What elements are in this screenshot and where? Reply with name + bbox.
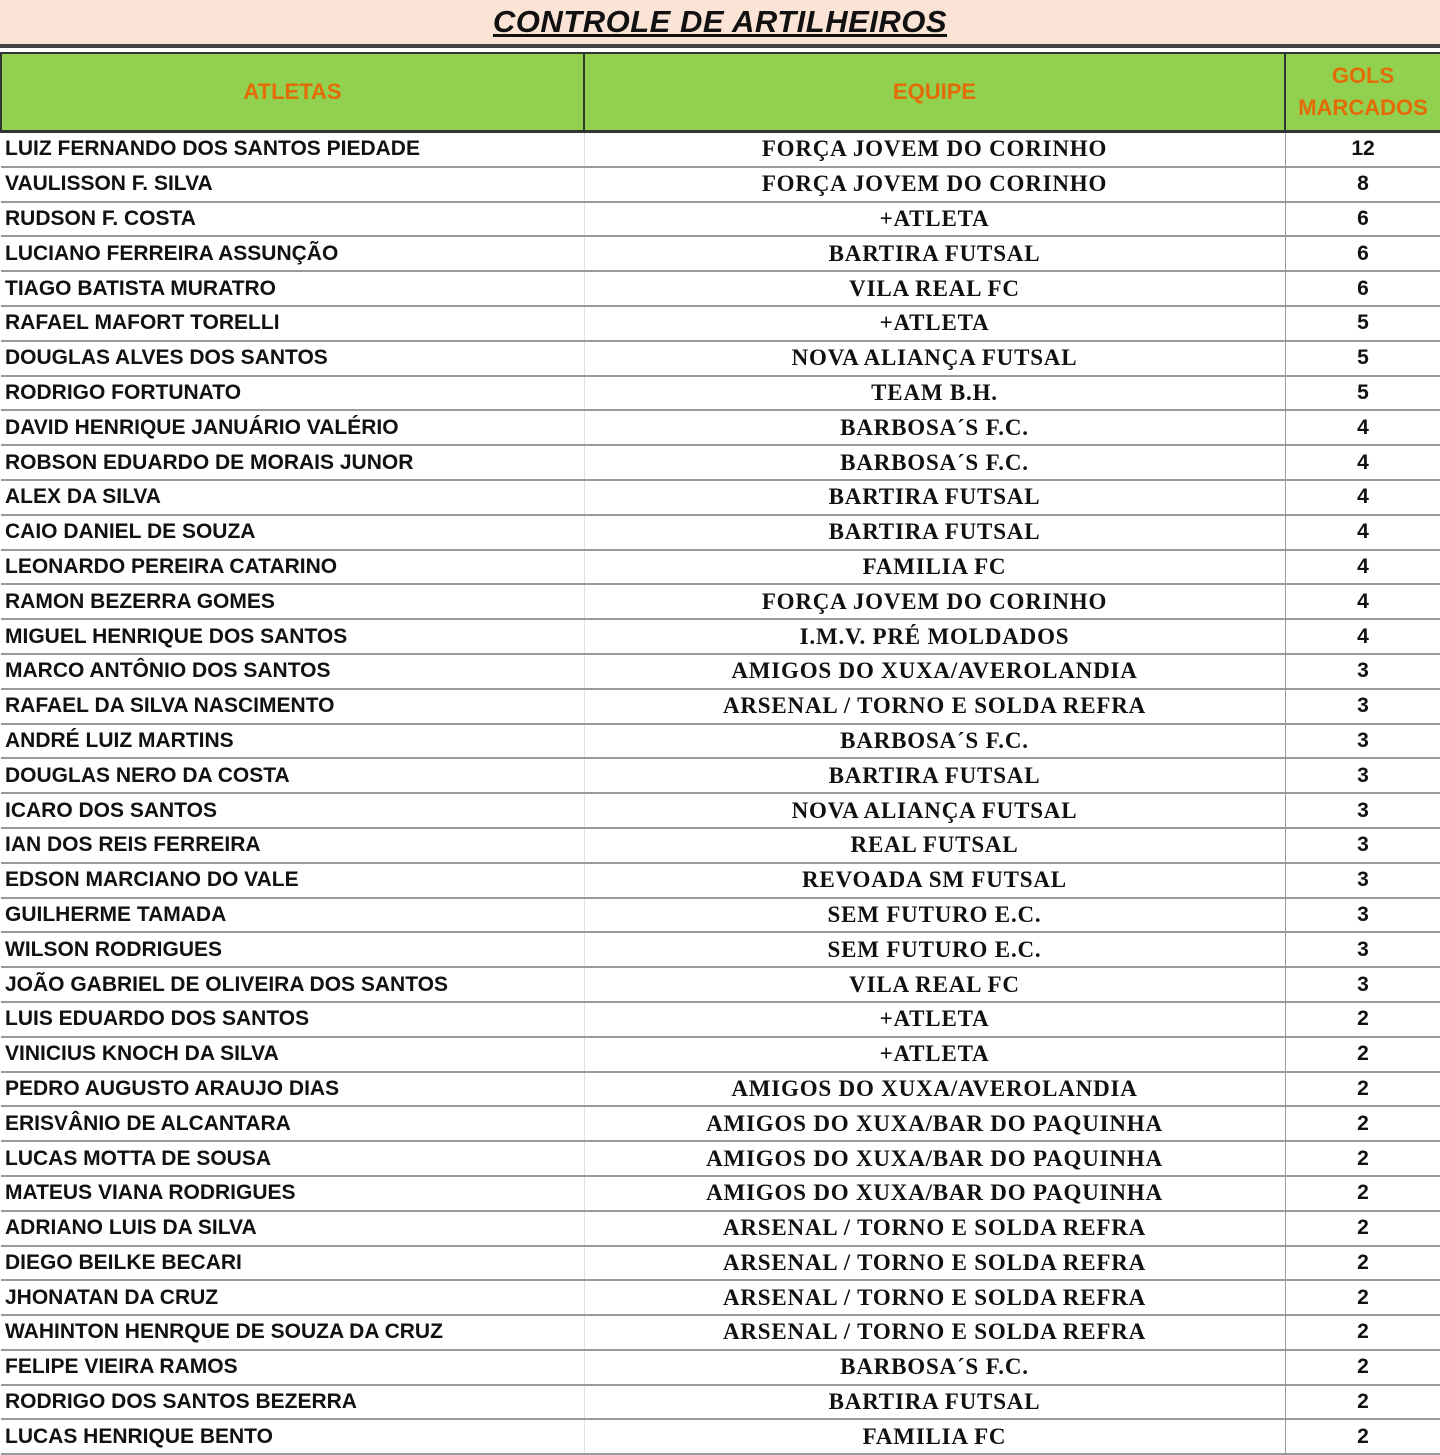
team-cell: FORÇA JOVEM DO CORINHO [584, 584, 1285, 619]
athlete-cell: RODRIGO FORTUNATO [1, 376, 584, 411]
table-row [1, 1315, 1440, 1350]
team-cell: AMIGOS DO XUXA/BAR DO PAQUINHA [584, 1176, 1285, 1211]
header-athletes: ATLETAS [1, 53, 584, 132]
table-row [1, 132, 1440, 167]
table-row [1, 1072, 1440, 1107]
table-row [1, 863, 1440, 898]
table-row [1, 932, 1440, 967]
team-cell: BARBOSA´S F.C. [584, 1350, 1285, 1385]
goals-cell: 2 [1285, 1211, 1440, 1246]
goals-cell: 2 [1285, 1176, 1440, 1211]
scorers-table [0, 52, 1440, 1455]
team-cell: ARSENAL / TORNO E SOLDA REFRA [584, 1315, 1285, 1350]
table-row [1, 584, 1440, 619]
team-cell: +ATLETA [584, 1002, 1285, 1037]
goals-cell: 4 [1285, 410, 1440, 445]
goals-cell: 3 [1285, 932, 1440, 967]
table-row [1, 341, 1440, 376]
goals-cell: 3 [1285, 793, 1440, 828]
athlete-cell: ICARO DOS SANTOS [1, 793, 584, 828]
table-row [1, 480, 1440, 515]
table-row [1, 550, 1440, 585]
goals-cell: 2 [1285, 1350, 1440, 1385]
athlete-cell: ADRIANO LUIS DA SILVA [1, 1211, 584, 1246]
team-cell: +ATLETA [584, 1037, 1285, 1072]
goals-cell: 3 [1285, 967, 1440, 1002]
table-row [1, 410, 1440, 445]
team-cell: FAMILIA FC [584, 550, 1285, 585]
team-cell: AMIGOS DO XUXA/AVEROLANDIA [584, 654, 1285, 689]
goals-cell: 2 [1285, 1419, 1440, 1454]
table-row [1, 828, 1440, 863]
team-cell: BARTIRA FUTSAL [584, 236, 1285, 271]
team-cell: BARTIRA FUTSAL [584, 758, 1285, 793]
table-row [1, 758, 1440, 793]
team-cell: SEM FUTURO E.C. [584, 898, 1285, 933]
table-row [1, 376, 1440, 411]
team-cell: AMIGOS DO XUXA/BAR DO PAQUINHA [584, 1141, 1285, 1176]
team-cell: +ATLETA [584, 202, 1285, 237]
athlete-cell: DAVID HENRIQUE JANUÁRIO VALÉRIO [1, 410, 584, 445]
athlete-cell: RAFAEL DA SILVA NASCIMENTO [1, 689, 584, 724]
table-row [1, 202, 1440, 237]
team-cell: SEM FUTURO E.C. [584, 932, 1285, 967]
table-row [1, 689, 1440, 724]
team-cell: NOVA ALIANÇA FUTSAL [584, 341, 1285, 376]
goals-cell: 3 [1285, 898, 1440, 933]
athlete-cell: IAN DOS REIS FERREIRA [1, 828, 584, 863]
goals-cell: 8 [1285, 167, 1440, 202]
goals-cell: 2 [1285, 1002, 1440, 1037]
athlete-cell: ANDRÉ LUIZ MARTINS [1, 724, 584, 759]
goals-cell: 3 [1285, 724, 1440, 759]
goals-cell: 12 [1285, 132, 1440, 167]
goals-cell: 5 [1285, 306, 1440, 341]
athlete-cell: RODRIGO DOS SANTOS BEZERRA [1, 1385, 584, 1420]
table-row [1, 967, 1440, 1002]
athlete-cell: EDSON MARCIANO DO VALE [1, 863, 584, 898]
page-title: CONTROLE DE ARTILHEIROS [492, 4, 948, 39]
athlete-cell: WILSON RODRIGUES [1, 932, 584, 967]
athlete-cell: JHONATAN DA CRUZ [1, 1280, 584, 1315]
goals-cell: 2 [1285, 1141, 1440, 1176]
athlete-cell: ROBSON EDUARDO DE MORAIS JUNOR [1, 445, 584, 480]
table-row [1, 898, 1440, 933]
athlete-cell: ERISVÂNIO DE ALCANTARA [1, 1106, 584, 1141]
team-cell: REVOADA SM FUTSAL [584, 863, 1285, 898]
goals-cell: 2 [1285, 1037, 1440, 1072]
goals-cell: 4 [1285, 584, 1440, 619]
goals-cell: 6 [1285, 236, 1440, 271]
athlete-cell: JOÃO GABRIEL DE OLIVEIRA DOS SANTOS [1, 967, 584, 1002]
table-row [1, 619, 1440, 654]
athlete-cell: RAFAEL MAFORT TORELLI [1, 306, 584, 341]
goals-cell: 2 [1285, 1385, 1440, 1420]
athlete-cell: ALEX DA SILVA [1, 480, 584, 515]
header-team: EQUIPE [584, 53, 1285, 132]
team-cell: BARBOSA´S F.C. [584, 724, 1285, 759]
team-cell: REAL FUTSAL [584, 828, 1285, 863]
table-row [1, 793, 1440, 828]
athlete-cell: DOUGLAS ALVES DOS SANTOS [1, 341, 584, 376]
table-row [1, 1280, 1440, 1315]
table-row [1, 167, 1440, 202]
goals-cell: 3 [1285, 828, 1440, 863]
athlete-cell: LUCIANO FERREIRA ASSUNÇÃO [1, 236, 584, 271]
athlete-cell: TIAGO BATISTA MURATRO [1, 271, 584, 306]
goals-cell: 6 [1285, 202, 1440, 237]
team-cell: FORÇA JOVEM DO CORINHO [584, 167, 1285, 202]
table-row [1, 445, 1440, 480]
athlete-cell: LUCAS MOTTA DE SOUSA [1, 1141, 584, 1176]
athlete-cell: VAULISSON F. SILVA [1, 167, 584, 202]
team-cell: +ATLETA [584, 306, 1285, 341]
team-cell: BARBOSA´S F.C. [584, 445, 1285, 480]
athlete-cell: LUIZ FERNANDO DOS SANTOS PIEDADE [1, 132, 584, 167]
goals-cell: 4 [1285, 619, 1440, 654]
header-goals-line2: MARCADOS [1298, 95, 1428, 120]
table-row [1, 724, 1440, 759]
goals-cell: 5 [1285, 341, 1440, 376]
athlete-cell: LUCAS HENRIQUE BENTO [1, 1419, 584, 1454]
goals-cell: 3 [1285, 654, 1440, 689]
table-row [1, 1106, 1440, 1141]
team-cell: VILA REAL FC [584, 967, 1285, 1002]
goals-cell: 5 [1285, 376, 1440, 411]
goals-cell: 2 [1285, 1246, 1440, 1281]
team-cell: BARBOSA´S F.C. [584, 410, 1285, 445]
table-row [1, 236, 1440, 271]
team-cell: AMIGOS DO XUXA/AVEROLANDIA [584, 1072, 1285, 1107]
goals-cell: 3 [1285, 689, 1440, 724]
athlete-cell: MIGUEL HENRIQUE DOS SANTOS [1, 619, 584, 654]
team-cell: AMIGOS DO XUXA/BAR DO PAQUINHA [584, 1106, 1285, 1141]
athlete-cell: PEDRO AUGUSTO ARAUJO DIAS [1, 1072, 584, 1107]
team-cell: TEAM B.H. [584, 376, 1285, 411]
athlete-cell: LEONARDO PEREIRA CATARINO [1, 550, 584, 585]
athlete-cell: GUILHERME TAMADA [1, 898, 584, 933]
athlete-cell: CAIO DANIEL DE SOUZA [1, 515, 584, 550]
athlete-cell: FELIPE VIEIRA RAMOS [1, 1350, 584, 1385]
table-row [1, 1002, 1440, 1037]
goals-cell: 2 [1285, 1072, 1440, 1107]
athlete-cell: LUIS EDUARDO DOS SANTOS [1, 1002, 584, 1037]
table-row [1, 515, 1440, 550]
header-goals [1285, 53, 1440, 132]
table-row [1, 654, 1440, 689]
athlete-cell: MARCO ANTÔNIO DOS SANTOS [1, 654, 584, 689]
table-row [1, 1141, 1440, 1176]
team-cell: VILA REAL FC [584, 271, 1285, 306]
athlete-cell: VINICIUS KNOCH DA SILVA [1, 1037, 584, 1072]
table-row [1, 1385, 1440, 1420]
goals-cell: 2 [1285, 1280, 1440, 1315]
goals-cell: 4 [1285, 480, 1440, 515]
goals-cell: 4 [1285, 550, 1440, 585]
title-bar [0, 0, 1440, 48]
team-cell: BARTIRA FUTSAL [584, 480, 1285, 515]
table-row [1, 1246, 1440, 1281]
athlete-cell: DIEGO BEILKE BECARI [1, 1246, 584, 1281]
table-row [1, 1211, 1440, 1246]
team-cell: ARSENAL / TORNO E SOLDA REFRA [584, 1246, 1285, 1281]
team-cell: BARTIRA FUTSAL [584, 515, 1285, 550]
table-row [1, 1037, 1440, 1072]
table-row [1, 271, 1440, 306]
athlete-cell: RUDSON F. COSTA [1, 202, 584, 237]
team-cell: ARSENAL / TORNO E SOLDA REFRA [584, 1280, 1285, 1315]
team-cell: ARSENAL / TORNO E SOLDA REFRA [584, 689, 1285, 724]
header-row [1, 53, 1440, 132]
goals-cell: 6 [1285, 271, 1440, 306]
goals-cell: 3 [1285, 758, 1440, 793]
table-body [1, 132, 1440, 1455]
goals-cell: 3 [1285, 863, 1440, 898]
team-cell: FAMILIA FC [584, 1419, 1285, 1454]
athlete-cell: MATEUS VIANA RODRIGUES [1, 1176, 584, 1211]
team-cell: NOVA ALIANÇA FUTSAL [584, 793, 1285, 828]
team-cell: BARTIRA FUTSAL [584, 1385, 1285, 1420]
table-row [1, 1176, 1440, 1211]
team-cell: FORÇA JOVEM DO CORINHO [584, 132, 1285, 167]
header-goals-line1: GOLS [1331, 63, 1395, 88]
team-cell: ARSENAL / TORNO E SOLDA REFRA [584, 1211, 1285, 1246]
goals-cell: 2 [1285, 1315, 1440, 1350]
goals-cell: 2 [1285, 1106, 1440, 1141]
athlete-cell: RAMON BEZERRA GOMES [1, 584, 584, 619]
goals-cell: 4 [1285, 515, 1440, 550]
table-row [1, 306, 1440, 341]
goals-cell: 4 [1285, 445, 1440, 480]
table-row [1, 1350, 1440, 1385]
team-cell: I.M.V. PRÉ MOLDADOS [584, 619, 1285, 654]
athlete-cell: DOUGLAS NERO DA COSTA [1, 758, 584, 793]
athlete-cell: WAHINTON HENRQUE DE SOUZA DA CRUZ [1, 1315, 584, 1350]
